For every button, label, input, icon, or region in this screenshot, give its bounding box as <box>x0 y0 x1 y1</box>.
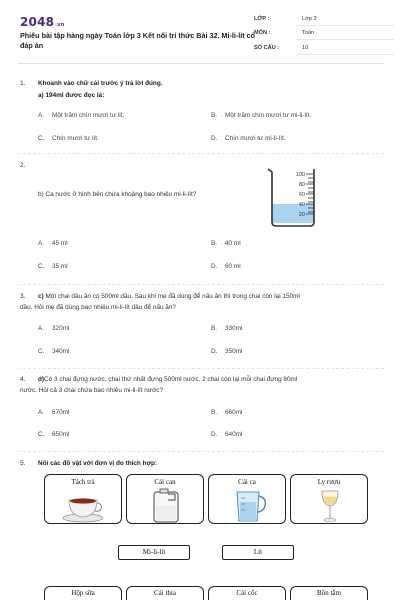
item-label: Cái ca <box>238 478 256 486</box>
item-card-spoon[interactable]: Cái thìa <box>126 586 204 600</box>
scale-label-60: 60 <box>298 192 305 198</box>
question-number: 1. <box>20 80 26 87</box>
question-number: 5. <box>20 460 26 467</box>
option-c[interactable]: C. 650ml <box>38 431 70 438</box>
question-stem: a) 194ml được đọc là: <box>38 92 105 99</box>
question-number: 2. <box>20 162 26 169</box>
measuring-beaker-illustration <box>262 164 326 230</box>
teacup-icon <box>45 488 123 524</box>
item-card-wine-glass[interactable] <box>290 474 368 524</box>
worksheet-title: Phiếu bài tập hàng ngày Toán lớp 3 Kết nối tri thức Bài 32. Mi-li-lít có đáp án <box>20 31 256 50</box>
option-b[interactable]: B. 330ml <box>211 325 243 332</box>
question-number: 4. <box>20 376 26 383</box>
question-divider <box>18 368 384 369</box>
wine-glass-icon <box>291 488 369 524</box>
scale-label-80: 80 <box>298 182 305 188</box>
option-a[interactable]: A. Một trăm chín mươi tư lít. <box>38 112 125 119</box>
measuring-jug-icon <box>209 488 287 524</box>
option-d[interactable]: D. 60 ml <box>211 263 241 270</box>
item-card-jerrycan[interactable] <box>126 474 204 524</box>
scale-label-100: 100 <box>295 172 305 178</box>
question-4 <box>18 375 384 447</box>
jerrycan-icon <box>127 488 205 524</box>
meta-grade: LỚP : Lớp 3 <box>254 14 394 26</box>
site-logo[interactable]: 2048.vn <box>20 15 65 29</box>
question-stem: b) Ca nước ở hình bên chứa khoảng bao nhiêu mi-li-lít? <box>38 191 197 198</box>
item-card-bathtub[interactable]: Bồn tắm <box>290 586 368 600</box>
item-label: Cái can <box>154 478 176 486</box>
option-c[interactable]: C. 35 ml <box>38 263 68 270</box>
question-stem: c) Một chai dầu ăn có 500ml dầu. Sau khi mẹ đã dùng để nấu ăn thì trong chai còn lại 150ml <box>38 293 300 300</box>
option-c[interactable]: C. Chín mươi tư lít. <box>38 135 99 142</box>
question-instruction: Nối các đồ vật với đơn vị đo thích hợp: <box>38 460 158 467</box>
question-divider <box>18 284 384 285</box>
header-divider <box>18 63 384 64</box>
question-1 <box>18 80 384 150</box>
item-card-measuring-jug[interactable] <box>208 474 286 524</box>
option-d[interactable]: D. Chín mươi tư mi-li-lít. <box>211 135 286 142</box>
scale-label-20: 20 <box>298 212 305 218</box>
question-stem: d)Có 3 chai đựng nước, chai thứ nhất đựng 500ml nước, 2 chai còn lại mỗi chai đựng 80ml <box>38 376 298 383</box>
question-instruction: Khoanh vào chữ cái trước ý trả lời đúng. <box>38 80 163 87</box>
option-a[interactable]: A. 320ml <box>38 325 70 332</box>
beaker-water <box>272 204 314 223</box>
option-b[interactable]: B. Một trăm chín mươi tư mi-li-lít. <box>211 112 312 119</box>
option-a[interactable]: A. 45 ml <box>38 240 68 247</box>
question-number: 3. <box>20 293 26 300</box>
option-c[interactable]: C. 340ml <box>38 348 70 355</box>
item-card-cup[interactable]: Cái cốc <box>208 586 286 600</box>
unit-box-liter[interactable]: Lít <box>222 545 294 560</box>
option-d[interactable]: D. 350ml <box>211 348 243 355</box>
item-label: Tách trà <box>71 478 95 486</box>
question-3 <box>18 292 384 364</box>
question-divider <box>18 451 384 452</box>
option-b[interactable]: B. 660ml <box>211 409 243 416</box>
option-b[interactable]: B. 40 ml <box>211 240 241 247</box>
question-divider <box>18 153 384 154</box>
meta-subject: MÔN : Toán <box>254 28 394 40</box>
question-2 <box>18 160 384 280</box>
unit-box-milliliter[interactable]: Mi-li-lít <box>118 545 190 560</box>
question-stem-line2: nước. Hỏi cả 3 chai chứa bao nhiêu mi-li-lít nước? <box>20 387 164 394</box>
item-label: Ly rượu <box>317 478 341 486</box>
worksheet-header <box>18 10 388 58</box>
option-d[interactable]: D. 640ml <box>211 431 243 438</box>
meta-question-count: SỐ CÂU : 10 <box>254 43 394 55</box>
item-card-milk-box[interactable]: Hộp sữa <box>44 586 122 600</box>
scale-label-40: 40 <box>298 202 305 208</box>
question-stem-line2: dầu. Hỏi mẹ đã dùng bao nhiêu mi-li-lít dầu để nấu ăn? <box>20 304 176 311</box>
option-a[interactable]: A. 670ml <box>38 409 70 416</box>
item-card-teacup[interactable] <box>44 474 122 524</box>
